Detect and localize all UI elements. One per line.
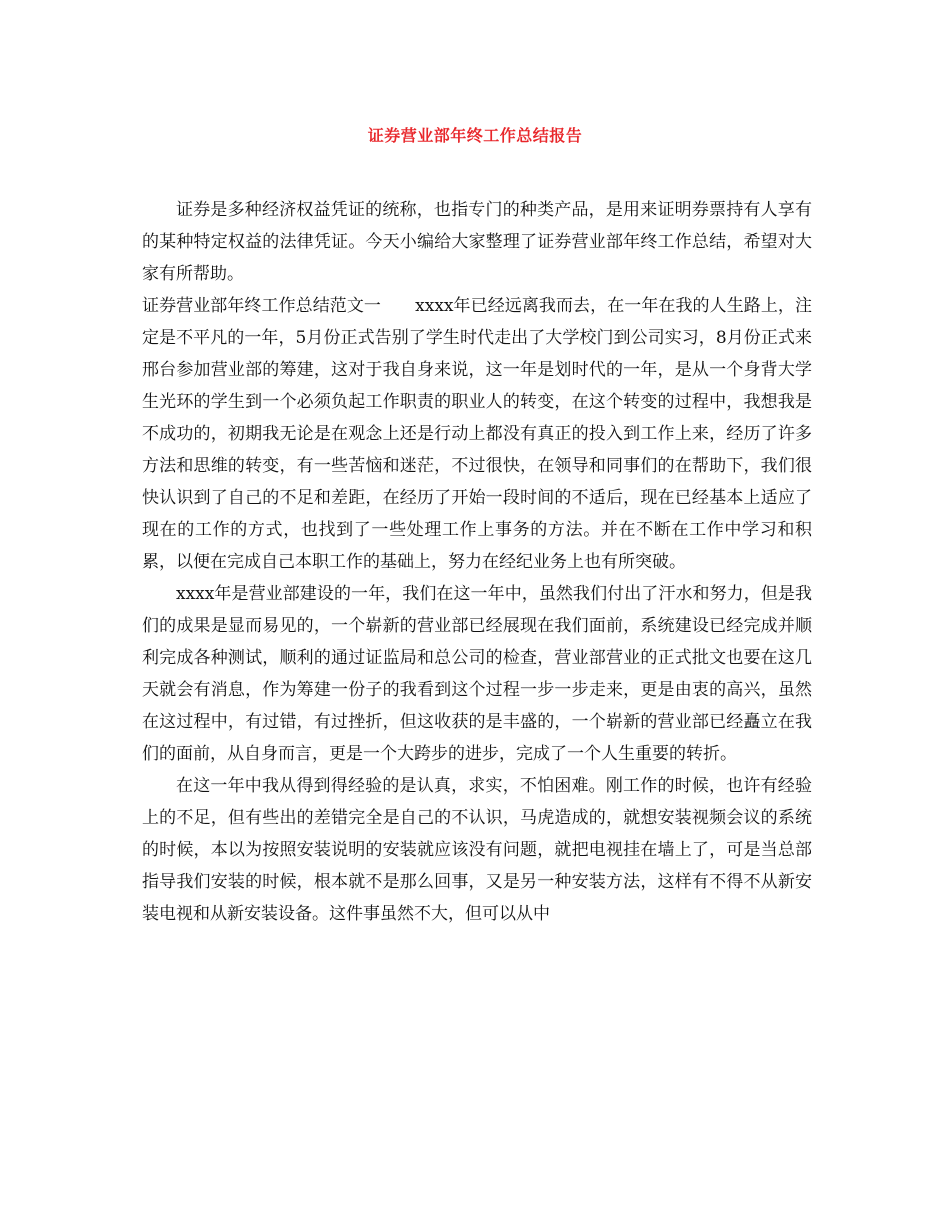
document-body [142,194,812,930]
paragraph-intro: 证券是多种经济权益凭证的统称，也指专门的种类产品，是用来证明券票持有人享有的某种特定权益的法律凭证。今天小编给大家整理了证券营业部年终工作总结，希望对大家有所帮助。 [142,200,812,284]
paragraph-sample-one: 证券营业部年终工作总结范文一 xxxx年已经远离我而去，在一年在我的人生路上，注定是不平凡的一年，5月份正式告别了学生时代走出了大学校门到公司实习，8月份正式来邢台参加营业部的筹建，这对于我自身来说，这一年是划时代的一年，是从一个身背大学生光环的学生到一个必须负起工作职责的职业人的转变，在这个转变的过程中，我想我是不成功的，初期我无论是在观念上还是行动上都没有真正的投入到工作上来，经历了许多方法和思维的转变，有一些苦恼和迷茫，不过很快，在领导和同事们的在帮助下，我们很快认识到了自己的不足和差距，在经历了开始一段时间的不适后，现在已经基本上适应了现在的工作的方式，也找到了一些处理工作上事务的方法。并在不断在工作中学习和积累，以便在完成自己本职工作的基础上，努力在经纪业务上也有所突破。 [142,296,812,572]
page-title: 证券营业部年终工作总结报告 [367,126,583,145]
paragraph-experience: 在这一年中我从得到得经验的是认真，求实，不怕困难。刚工作的时候，也许有经验上的不足，但有些出的差错完全是自己的不认识，马虎造成的，就想安装视频会议的系统的时候，本以为按照安装说明的安装就应该没有问题，就把电视挂在墙上了，可是当总部指导我们安装的时候，根本就不是那么回事，又是另一种安装方法，这样有不得不从新安装电视和从新安装设备。这件事虽然不大，但可以从中 [142,776,812,924]
paragraph-year-review: xxxx年是营业部建设的一年，我们在这一年中，虽然我们付出了汗水和努力，但是我们的成果是显而易见的，一个崭新的营业部已经展现在我们面前，系统建设已经完成并顺利完成各种测试，顺利的通过证监局和总公司的检查，营业部营业的正式批文也要在这几天就会有消息，作为筹建一份子的我看到这个过程一步一步走来，更是由衷的高兴，虽然在这过程中，有过错，有过挫折，但这收获的是丰盛的，一个崭新的营业部已经矗立在我们的面前，从自身而言，更是一个大跨步的进步，完成了一个人生重要的转折。 [142,584,812,764]
